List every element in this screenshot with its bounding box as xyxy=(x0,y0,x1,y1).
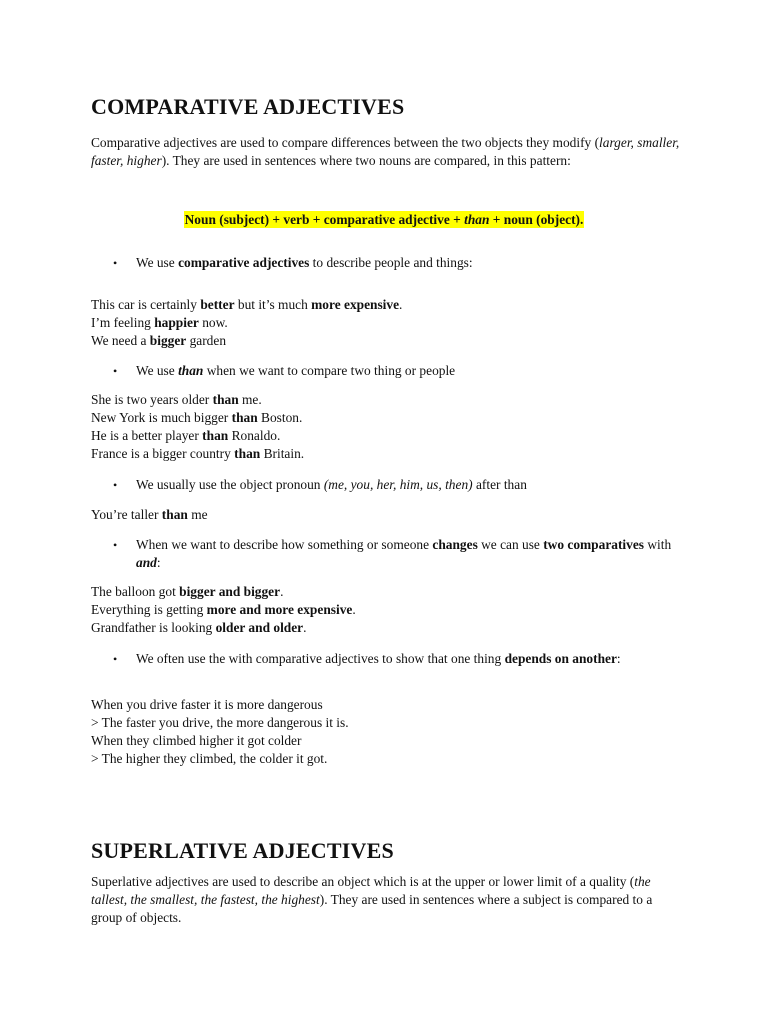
t: : xyxy=(616,651,621,666)
example-line xyxy=(91,427,691,445)
t: we can use xyxy=(477,537,544,552)
t: now. xyxy=(198,315,228,330)
pattern-than: than xyxy=(464,212,490,227)
t: We need a xyxy=(91,333,150,348)
examples-group-1 xyxy=(91,296,691,350)
example-line: > The higher they climbed, the colder it got. xyxy=(91,751,328,766)
pattern-part-b: + noun (object). xyxy=(489,212,584,227)
t-bold: better xyxy=(200,297,235,312)
intro-examples: larger, smaller, faster, higher xyxy=(91,135,680,168)
t-bold: older and older xyxy=(215,620,304,635)
t-bold: depends on another xyxy=(504,651,617,666)
bullet-item-1 xyxy=(113,254,673,272)
examples-group-4 xyxy=(91,583,691,637)
bullet-text xyxy=(136,362,673,380)
t-bold: more and more expensive xyxy=(206,602,353,617)
t: We often use the with comparative adjectives to show that one thing xyxy=(136,651,505,666)
t: . xyxy=(399,297,403,312)
bullet-icon: • xyxy=(113,478,118,492)
t: . xyxy=(352,602,356,617)
t-bold: than xyxy=(231,410,258,425)
t: We use xyxy=(136,363,179,378)
t: When we want to describe how something or someone xyxy=(136,537,433,552)
t: me. xyxy=(238,392,262,407)
t-bold: bigger xyxy=(149,333,187,348)
t-bold: two comparatives xyxy=(543,537,644,552)
examples-group-2 xyxy=(91,391,691,463)
bullet-item-3 xyxy=(113,476,673,494)
t: I’m feeling xyxy=(91,315,155,330)
t: garden xyxy=(186,333,227,348)
example-line: When they climbed higher it got colder xyxy=(91,733,302,748)
example-line xyxy=(91,409,691,427)
example-line: When you drive faster it is more dangerous xyxy=(91,697,323,712)
example-line xyxy=(91,619,691,637)
bullet-item-2 xyxy=(113,362,673,380)
bullet-icon: • xyxy=(113,364,118,378)
t-bold-italic: than xyxy=(178,363,204,378)
t: Boston. xyxy=(257,410,303,425)
t: me xyxy=(187,507,208,522)
t: This car is certainly xyxy=(91,297,201,312)
t: We usually use the object pronoun xyxy=(136,477,324,492)
t-bold: changes xyxy=(432,537,478,552)
bullet-icon: • xyxy=(113,652,118,666)
bullet-item-5 xyxy=(113,650,673,668)
t-bold: than xyxy=(202,428,229,443)
example-line xyxy=(91,314,691,332)
example-line xyxy=(91,601,691,619)
example-line: > The faster you drive, the more dangerous it is. xyxy=(91,715,349,730)
intro-text: Superlative adjectives are used to describe an object which is at the upper or lower limit of a quality ( xyxy=(91,874,635,889)
t: He is a better player xyxy=(91,428,203,443)
t: . xyxy=(303,620,307,635)
bullet-icon: • xyxy=(113,256,118,270)
bullet-icon: • xyxy=(113,538,118,552)
pattern-part-a: Noun (subject) + verb + comparative adjective + xyxy=(184,212,465,227)
t: but it’s much xyxy=(234,297,312,312)
t: She is two years older xyxy=(91,392,213,407)
t: Grandfather is looking xyxy=(91,620,216,635)
t: after than xyxy=(472,477,527,492)
comparative-heading: COMPARATIVE ADJECTIVES xyxy=(91,94,405,119)
t: : xyxy=(156,555,161,570)
bullet-text xyxy=(136,254,673,272)
pattern-line xyxy=(0,211,768,229)
t-bold: more expensive xyxy=(311,297,400,312)
t: Everything is getting xyxy=(91,602,207,617)
comparative-intro xyxy=(91,134,681,170)
superlative-intro xyxy=(91,873,681,927)
bullet-text xyxy=(136,476,673,494)
t-bold: happier xyxy=(154,315,199,330)
example-line xyxy=(91,583,691,601)
t-bold: than xyxy=(212,392,239,407)
examples-group-5 xyxy=(91,696,691,768)
t: to describe people and things: xyxy=(309,255,473,270)
t-bold: comparative adjectives xyxy=(178,255,310,270)
superlative-heading: SUPERLATIVE ADJECTIVES xyxy=(91,838,394,863)
bullet-text xyxy=(136,536,673,572)
pattern-highlight xyxy=(184,211,585,228)
t-bold: than xyxy=(161,507,188,522)
t: . xyxy=(280,584,284,599)
intro-text-end: ). They are used in sentences where a subject is compared to a group of objects. xyxy=(91,892,653,925)
t: Britain. xyxy=(260,446,305,461)
t: Ronaldo. xyxy=(228,428,281,443)
example-line xyxy=(91,296,691,314)
t: when we want to compare two thing or people xyxy=(203,363,456,378)
intro-text-end: ). They are used in sentences where two nouns are compared, in this pattern: xyxy=(161,153,571,168)
t-bold: bigger and bigger xyxy=(179,584,281,599)
t: New York is much bigger xyxy=(91,410,232,425)
t-bold: than xyxy=(234,446,261,461)
t-bold-italic: and xyxy=(136,555,157,570)
example-line xyxy=(91,506,691,524)
intro-examples: the tallest, the smallest, the fastest, the highest xyxy=(91,874,651,907)
example-line xyxy=(91,332,691,350)
bullet-text xyxy=(136,650,673,668)
examples-group-3 xyxy=(91,506,691,524)
t-italic: (me, you, her, him, us, then) xyxy=(323,477,473,492)
t: with xyxy=(644,537,672,552)
t: You’re taller xyxy=(91,507,162,522)
t: The balloon got xyxy=(91,584,180,599)
t: We use xyxy=(136,255,179,270)
bullet-item-4 xyxy=(113,536,673,572)
example-line xyxy=(91,391,691,409)
t: France is a bigger country xyxy=(91,446,235,461)
example-line xyxy=(91,445,691,463)
intro-text: Comparative adjectives are used to compare differences between the two objects they modify ( xyxy=(91,135,600,150)
